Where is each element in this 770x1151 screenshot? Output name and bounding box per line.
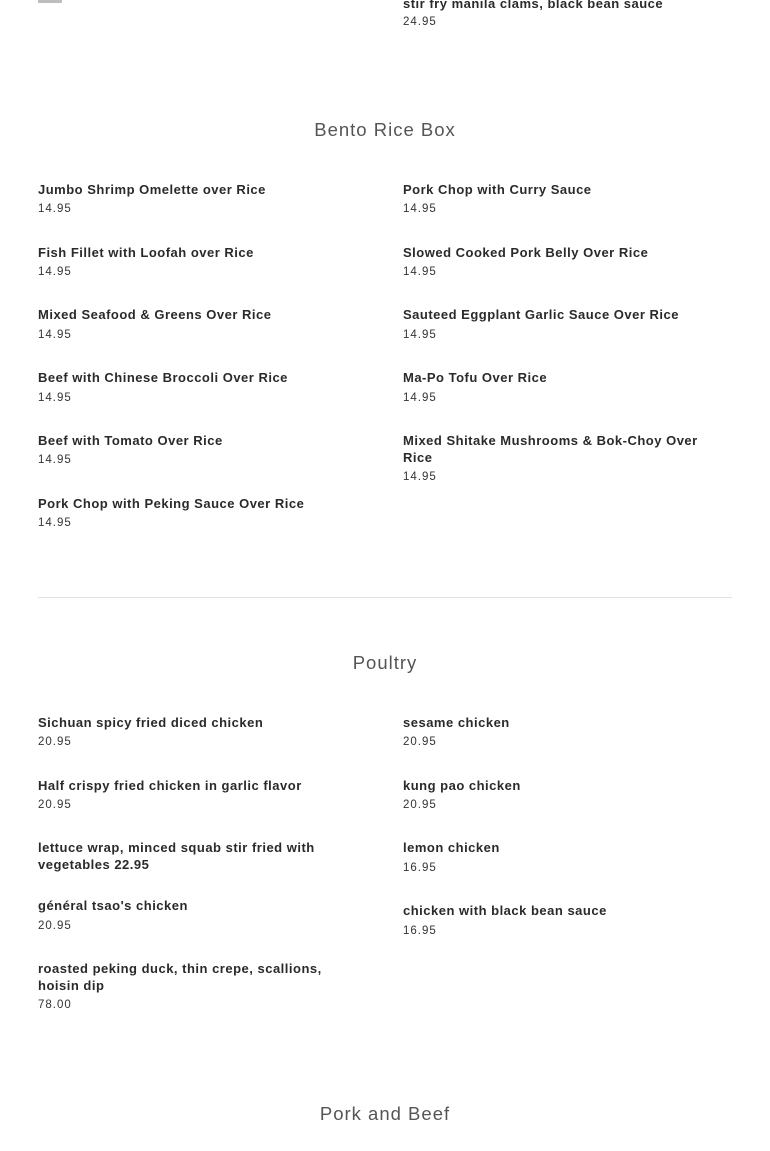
- menu-item-price: 14.95: [403, 203, 437, 215]
- menu-item-name: Sichuan spicy fried diced chicken: [38, 715, 264, 730]
- menu-item-price: 16.95: [403, 862, 437, 874]
- section-divider: [38, 597, 732, 598]
- menu-item-name: Beef with Tomato Over Rice: [38, 433, 223, 448]
- menu-item-price: 20.95: [38, 799, 72, 811]
- menu-item-price: 14.95: [38, 454, 72, 466]
- menu-item-price: 14.95: [403, 471, 437, 483]
- menu-item-name: Half crispy fried chicken in garlic flavor: [38, 778, 302, 793]
- menu-item-price: 20.95: [403, 736, 437, 748]
- menu-item-name: roasted peking duck, thin crepe, scallions, hoisin dip: [38, 961, 322, 993]
- menu-item-name: stir fry manila clams, black bean sauce: [403, 0, 664, 11]
- menu-item-name: Pork Chop with Curry Sauce: [403, 182, 592, 197]
- menu-item-name: lettuce wrap, minced squab stir fried with vegetables 22.95: [38, 840, 315, 872]
- menu-item-price: 14.95: [403, 392, 437, 404]
- menu-item-name: Slowed Cooked Pork Belly Over Rice: [403, 245, 649, 260]
- menu-item-name: Mixed Shitake Mushrooms & Bok-Choy Over Rice: [403, 433, 698, 465]
- menu-item-price: 24.95: [403, 16, 437, 28]
- section-title-poultry: Poultry: [352, 652, 418, 673]
- menu-item-price: 14.95: [38, 266, 72, 278]
- menu-item-price: 20.95: [38, 920, 72, 932]
- menu-item-price: 14.95: [38, 392, 72, 404]
- menu-item-price: 14.95: [38, 203, 72, 215]
- menu-item-price: 78.00: [38, 999, 72, 1011]
- menu-item-name: sesame chicken: [403, 715, 510, 730]
- menu-item-price: 14.95: [38, 329, 72, 341]
- menu-item-name: kung pao chicken: [403, 778, 521, 793]
- menu-item-name: Jumbo Shrimp Omelette over Rice: [38, 182, 266, 197]
- menu-item-name: Sauteed Eggplant Garlic Sauce Over Rice: [403, 307, 679, 322]
- menu-item-price: 20.95: [403, 799, 437, 811]
- section-title-pork-and-beef: Pork and Beef: [319, 1103, 451, 1124]
- menu-item-name: Pork Chop with Peking Sauce Over Rice: [38, 496, 305, 511]
- menu-item-price: 14.95: [403, 266, 437, 278]
- menu-item-name: lemon chicken: [403, 840, 500, 855]
- menu-item-name: Ma-Po Tofu Over Rice: [403, 370, 548, 385]
- section-title-bento-rice-box: Bento Rice Box: [314, 119, 456, 140]
- menu-item-price: 14.95: [403, 329, 437, 341]
- menu-item-name: général tsao's chicken: [38, 898, 188, 913]
- menu-item-name: Fish Fillet with Loofah over Rice: [38, 245, 254, 260]
- menu-item-price: 16.95: [403, 925, 437, 937]
- cut-off-price-stub: [38, 0, 62, 3]
- menu-item-price: 20.95: [38, 736, 72, 748]
- menu-item-name: chicken with black bean sauce: [403, 903, 607, 918]
- menu-item-name: Mixed Seafood & Greens Over Rice: [38, 307, 272, 322]
- menu-item-price: 14.95: [38, 517, 72, 529]
- menu-item-name: Beef with Chinese Broccoli Over Rice: [38, 370, 288, 385]
